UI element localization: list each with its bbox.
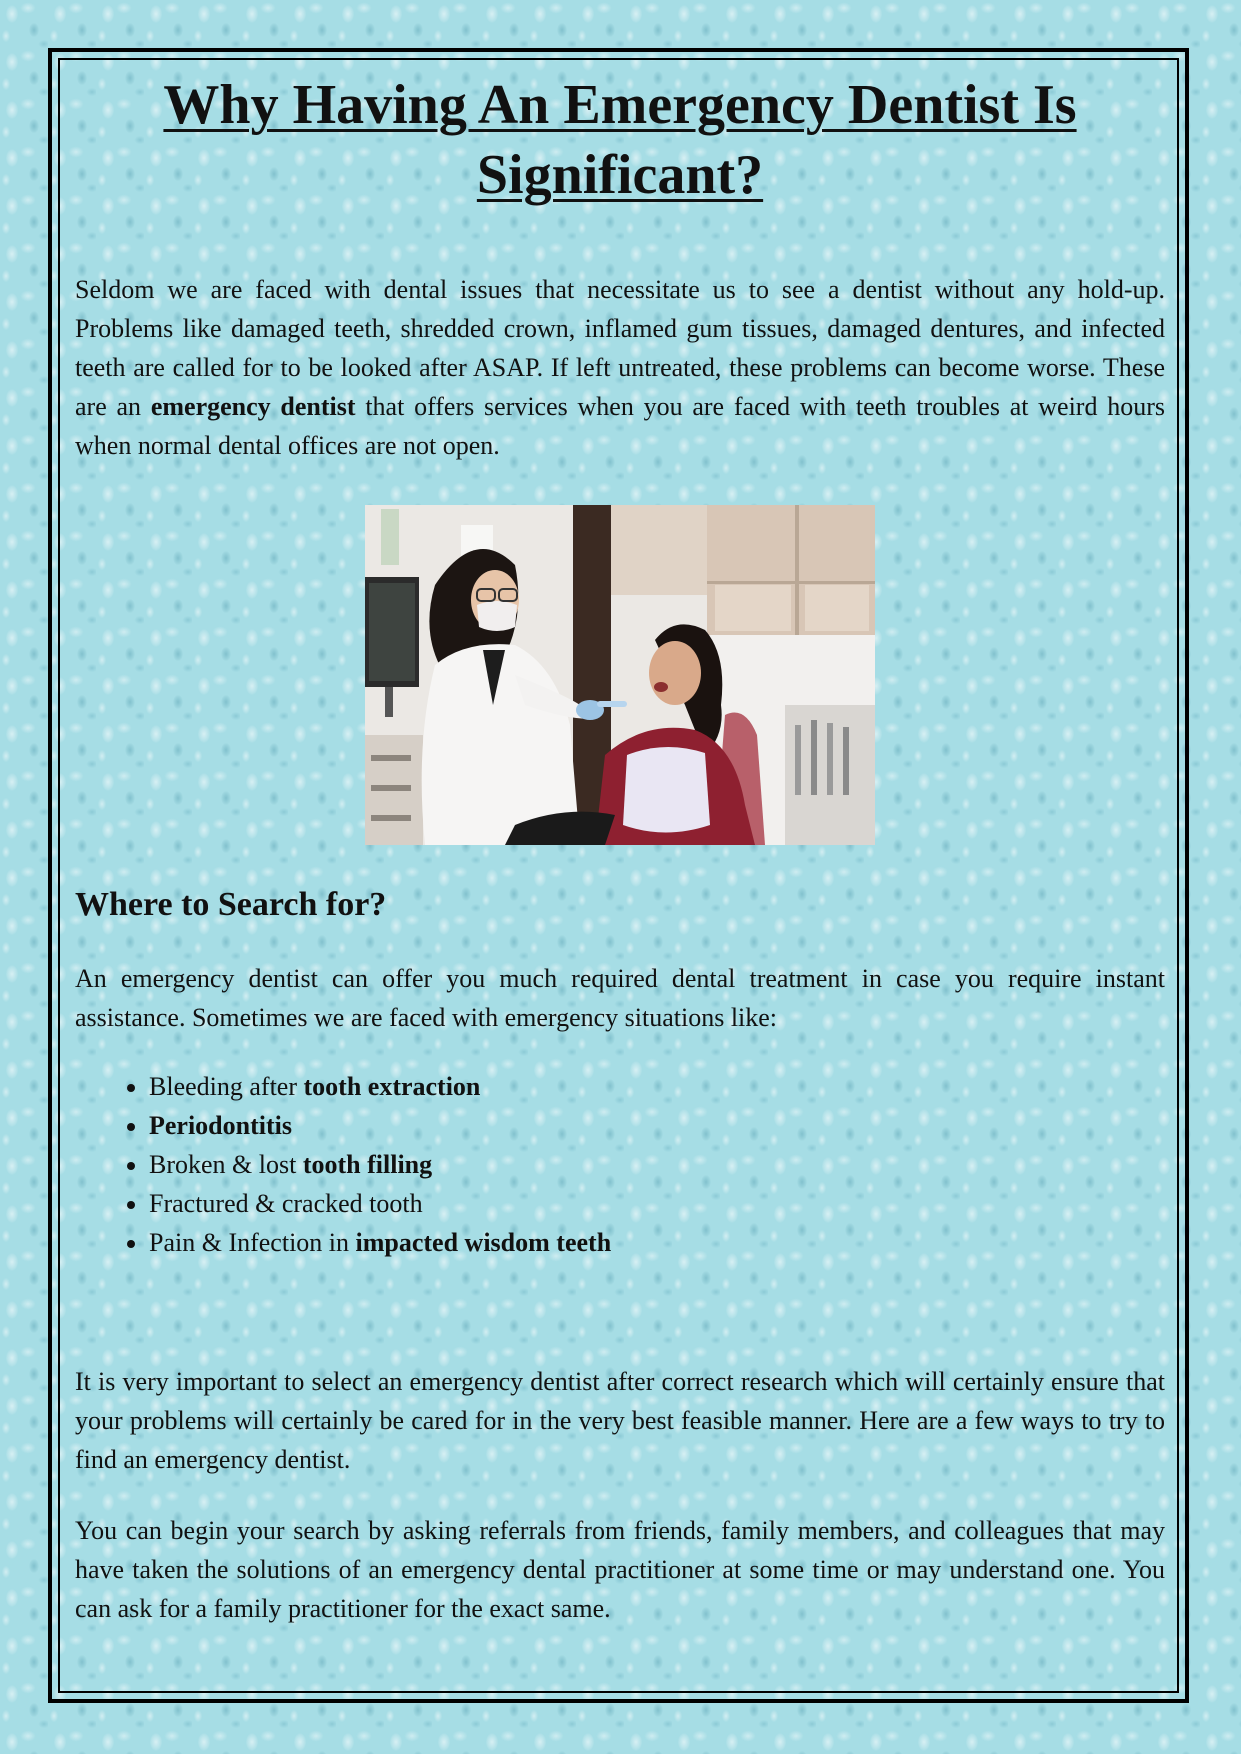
list-item <box>149 1145 1165 1184</box>
intro-bold-term: emergency dentist <box>150 392 356 421</box>
list-item-text: Broken & lost <box>149 1150 303 1179</box>
section-heading: Where to Search for? <box>75 886 387 923</box>
list-item-bold-link: tooth filling <box>302 1150 433 1179</box>
list-item-text: Pain & Infection in <box>149 1228 356 1257</box>
section-intro-paragraph: An emergency dentist can offer you much required dental treatment in case you require instant assistance. Sometimes we are faced with emergency situations like: <box>75 964 1165 1032</box>
list-item <box>149 1067 1165 1106</box>
list-item-bold-link: impacted wisdom teeth <box>355 1228 612 1257</box>
dentist-photo <box>365 505 875 845</box>
list-item <box>149 1223 1165 1262</box>
list-item <box>149 1184 1165 1223</box>
intro-text-end: that offers services when you are faced with teeth troubles at weird hours when normal dental offices are not open. <box>75 392 1166 460</box>
research-paragraph: It is very important to select an emergency dentist after correct research which will certainly ensure that your problems will certainly be cared for in the very best feasible manner. Here are a few ways to try to find an emergency dentist. <box>75 1367 1165 1474</box>
list-item <box>149 1106 1165 1145</box>
intro-text-start: Seldom we are faced with dental issues that necessitate us to see a dentist without any hold-up. Problems like damaged teeth, shredded crown, inflamed gum tissues, damaged dentures, and infected teeth are called for to be looked after ASAP. If left untreated, these problems can become worse. These are an <box>75 275 1165 421</box>
list-item-text: Bleeding after <box>149 1072 304 1101</box>
document-content <box>75 70 1165 1628</box>
intro-paragraph <box>75 270 1165 465</box>
referrals-paragraph: You can begin your search by asking referrals from friends, family members, and colleagues that may have taken the solutions of an emergency dental practitioner at some time or may understand one. You can ask for a family practitioner for the exact same. <box>75 1516 1165 1623</box>
list-item-bold-link: Periodontitis <box>149 1111 292 1140</box>
page-title: Why Having An Emergency Dentist Is Significant? <box>163 74 1077 206</box>
emergency-situations-list <box>75 1067 1165 1262</box>
list-item-bold-link: tooth extraction <box>303 1072 481 1101</box>
list-item-text: Fractured & cracked tooth <box>149 1189 423 1218</box>
